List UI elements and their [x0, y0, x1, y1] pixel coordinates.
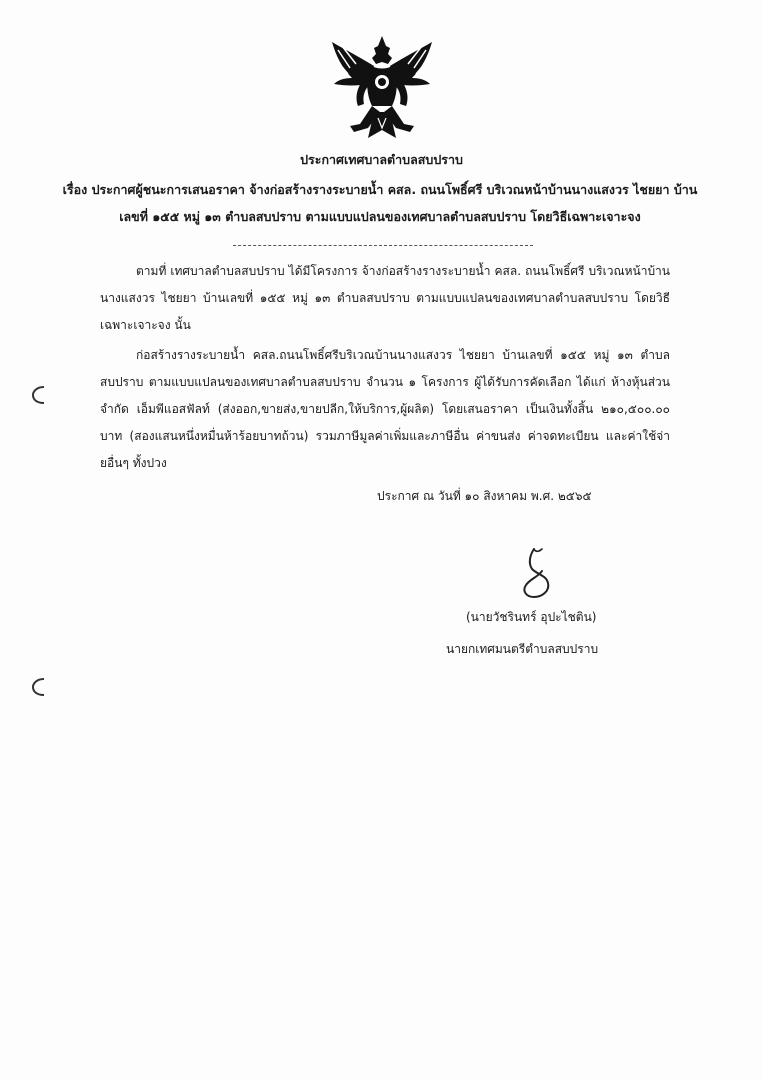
garuda-emblem-icon [328, 34, 436, 146]
body-paragraph-2: ก่อสร้างรางระบายน้ำ คสล.ถนนโพธิ์ศรีบริเวณบ้านนางแสงวร ไชยยา บ้านเลขที่ ๑๕๕ หมู่ ๑๓ ตำบลสบปราบ ตามแบบแปลนของเทศบาลตำบลสบปราบ จำนวน ๑ โครงการ ผู้ได้รับการคัดเลือก ได้แก่ ห้างหุ้นส่วนจำกัด เอ็มพีแอสฟัลท์ (ส่งออก,ขายส่ง,ขายปลีก,ให้บริการ,ผู้ผลิต) โดยเสนอราคา เป็นเงินทั้งสิ้น ๒๑๐,๕๐๐.๐๐ บาท (สองแสนหนึ่งหมื่นห้าร้อยบาทถ้วน) รวมภาษีมูลค่าเพิ่มและภาษีอื่น ค่าขนส่ง ค่าจดทะเบียน และค่าใช้จ่ายอื่นๆ ทั้งปวง [100, 348, 670, 470]
divider [233, 245, 533, 246]
handwritten-signature [512, 545, 558, 601]
body-paragraph-1: ตามที่ เทศบาลตำบลสบปราบ ได้มีโครงการ จ้างก่อสร้างรางระบายน้ำ คสล. ถนนโพธิ์ศรี บริเวณหน้าบ้านนางแสงวร ไชยยา บ้านเลขที่ ๑๕๕ หมู่ ๑๓ ตำบลสบปราบ ตามแบบแปลนของเทศบาลตำบลสบปราบ โดยวิธีเฉพาะเจาะจง นั้น [100, 264, 670, 332]
announcement-date: ประกาศ ณ วันที่ ๑๐ สิงหาคม พ.ศ. ๒๕๖๕ [377, 489, 592, 503]
signer-title: นายกเทศมนตรีตำบลสบปราบ [446, 642, 599, 656]
binder-hole-mark [30, 384, 48, 406]
announcement-heading: ประกาศเทศบาลตำบลสบปราบ [300, 152, 463, 167]
binder-hole-mark [30, 676, 48, 698]
announcement-subject: เรื่อง ประกาศผู้ชนะการเสนอราคา จ้างก่อสร้างรางระบายน้ำ คสล. ถนนโพธิ์ศรี บริเวณหน้าบ้านนางแสงวร ไชยยา บ้านเลขที่ ๑๕๕ หมู่ ๑๓ ตำบลสบปราบ ตามแบบแปลนของเทศบาลตำบลสบปราบ โดยวิธีเฉพาะเจาะจง [62, 182, 698, 224]
signer-name: (นายวัชรินทร์ อุปะไชติน) [466, 610, 597, 624]
